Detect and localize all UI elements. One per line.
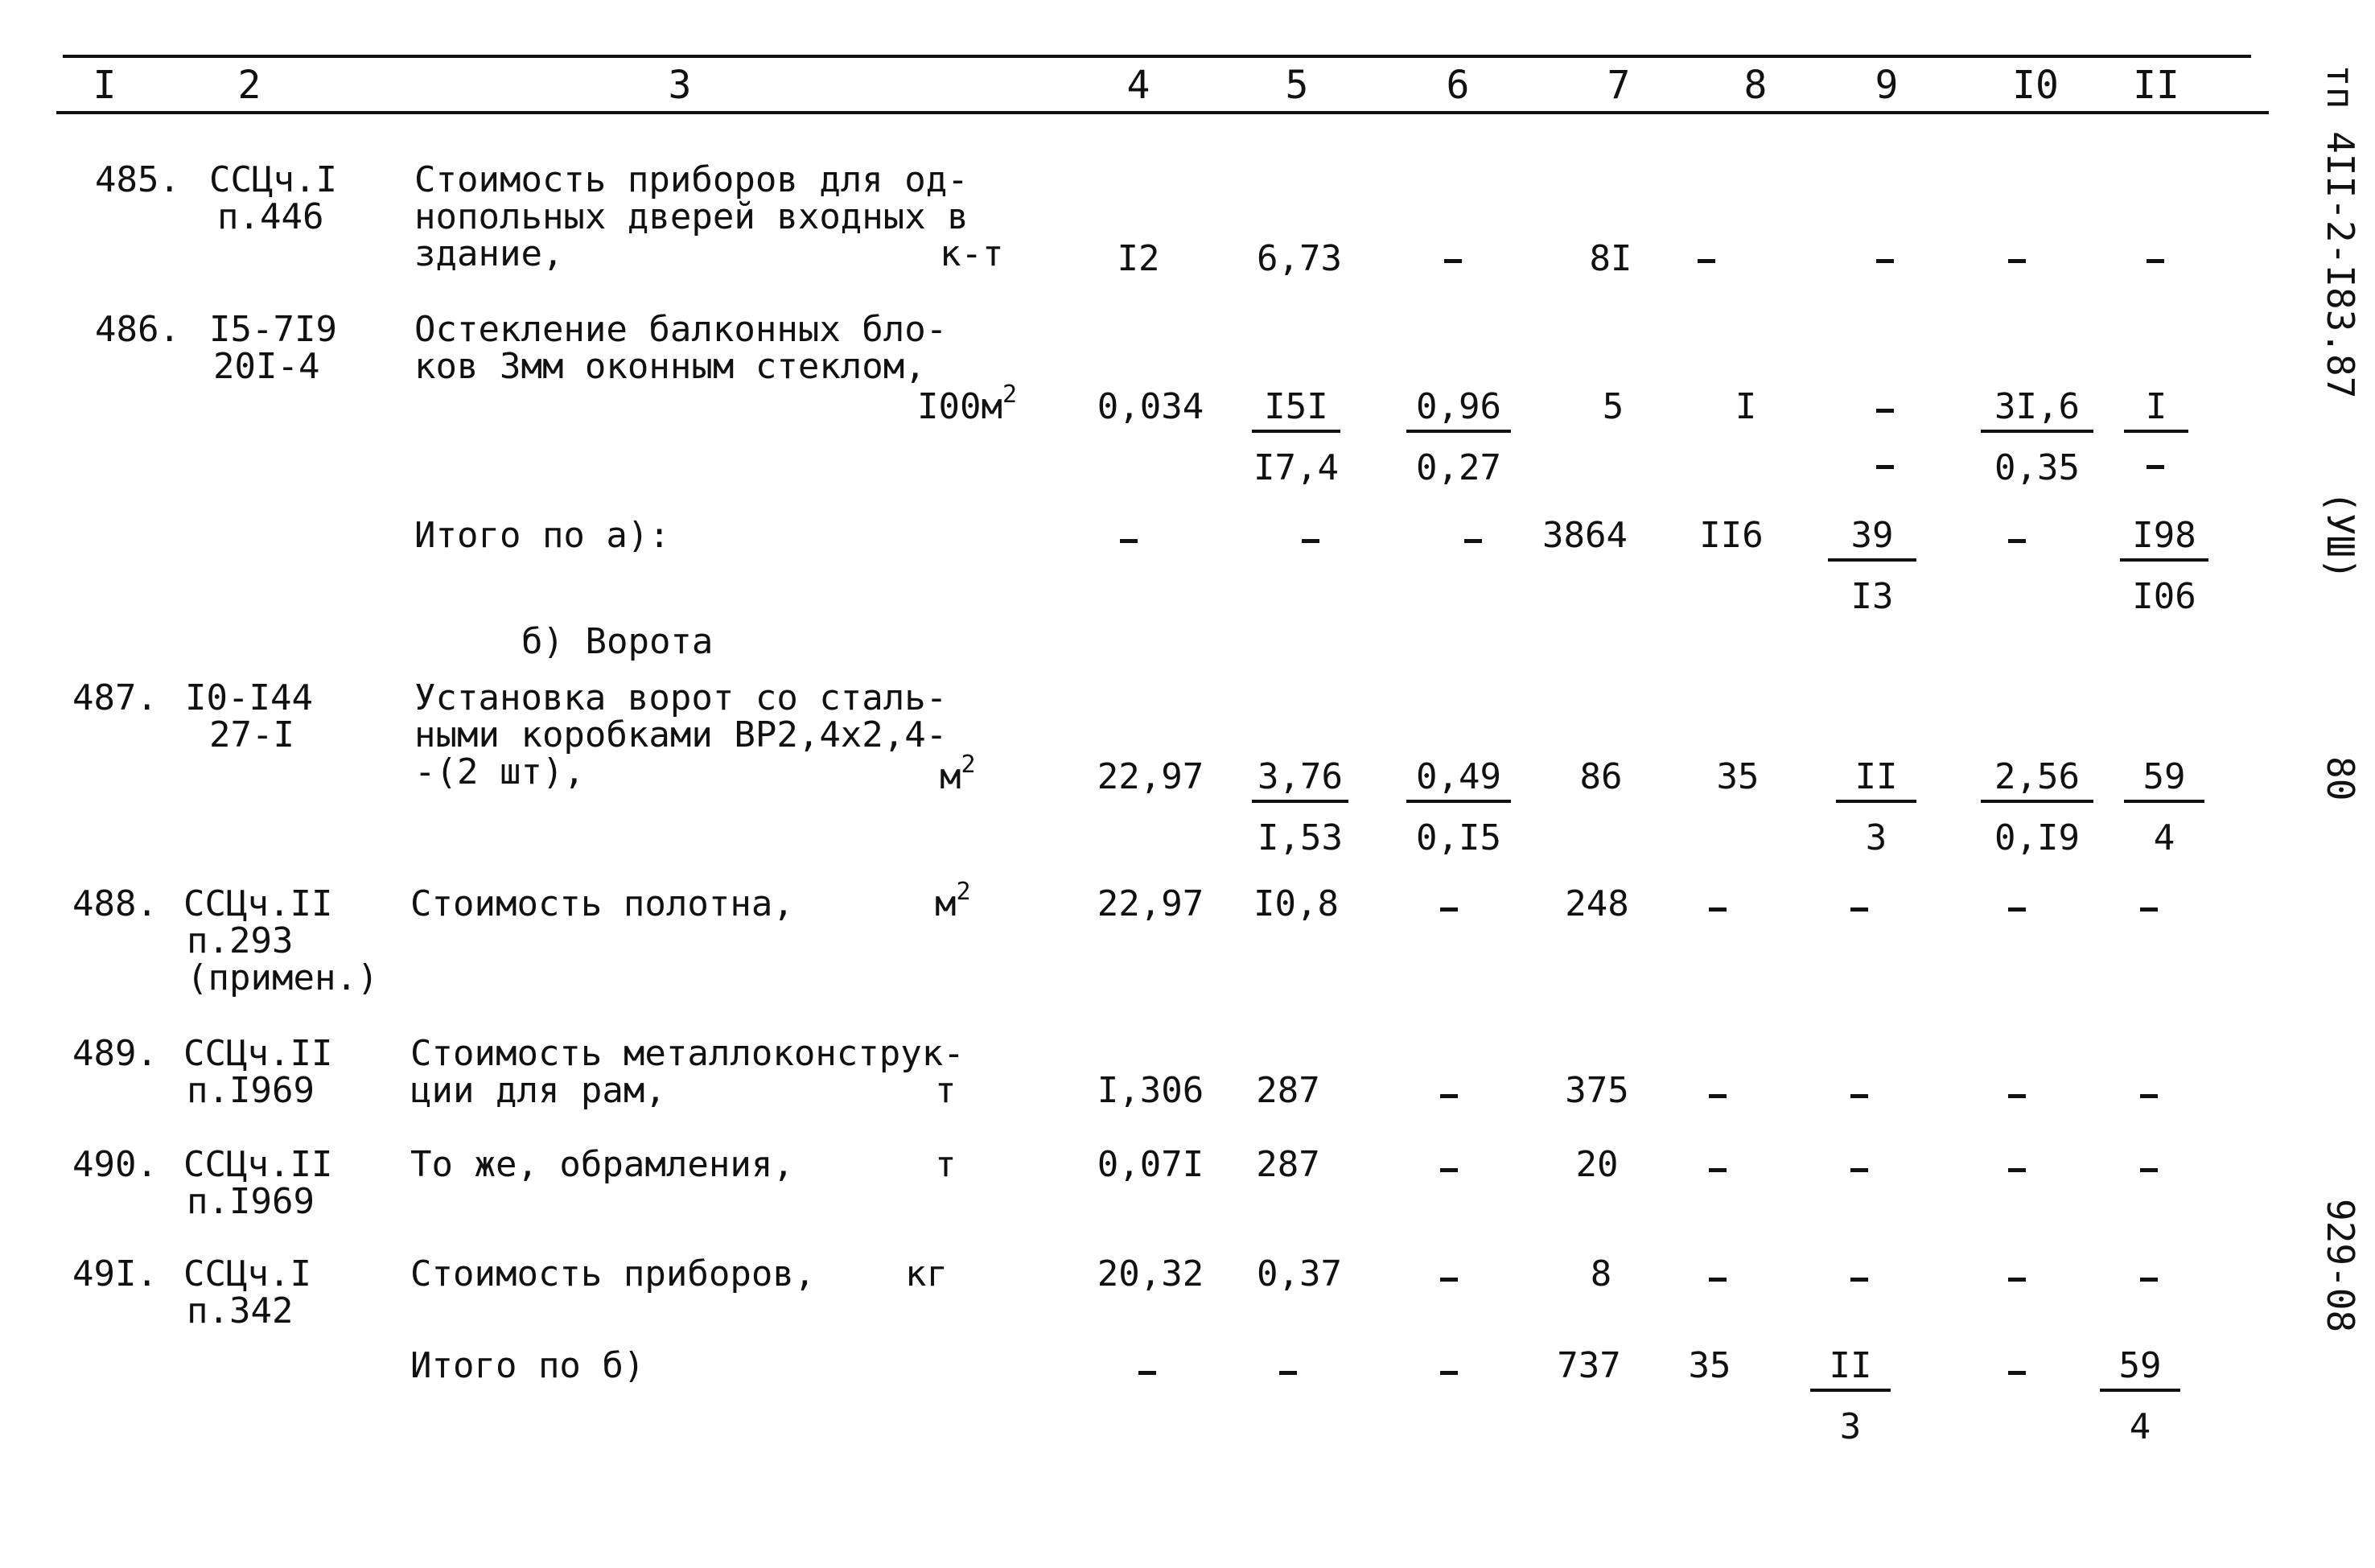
cell-col-7: 20	[1575, 1144, 1619, 1185]
cell-col-4: 22,97	[1097, 883, 1204, 924]
empty-cell-dash	[1876, 409, 1894, 413]
header-col-2: 2	[237, 63, 261, 108]
fraction-col-11: I	[2124, 389, 2188, 433]
header-col-3: 3	[668, 63, 692, 108]
empty-cell-dash	[1709, 1168, 1727, 1172]
row-reference: ССЦч.I	[209, 159, 337, 200]
row-number: 486.	[95, 309, 180, 350]
empty-cell-dash	[1440, 1094, 1458, 1098]
total-label: Итого по а):	[414, 515, 670, 556]
cell-col-5: 287	[1256, 1070, 1320, 1111]
fraction-col-9: $\frac{39}{I3}$	[1828, 518, 1916, 615]
empty-cell-dash	[2140, 907, 2158, 912]
row-description: ции для рам,	[410, 1070, 666, 1111]
row-reference: п.342	[187, 1290, 294, 1331]
empty-cell-dash	[2008, 1278, 2026, 1282]
row-number: 49I.	[72, 1253, 158, 1294]
row-description: Установка ворот со сталь-	[414, 677, 948, 718]
row-reference: 27-I	[209, 714, 294, 755]
row-reference: ССЦч.II	[183, 1033, 333, 1074]
empty-cell-dash	[1279, 1371, 1297, 1375]
cell-col-7: 8I	[1589, 238, 1632, 279]
empty-cell-dash	[2140, 1094, 2158, 1098]
fraction-col-6: $\frac{0,49}{0,I5}$	[1406, 759, 1511, 856]
empty-cell-dash	[1709, 907, 1727, 912]
cell-col-4: I,306	[1097, 1070, 1204, 1111]
header-top-rule	[63, 55, 2251, 58]
empty-cell-dash	[1698, 259, 1715, 263]
empty-cell-dash	[1850, 1094, 1868, 1098]
row-description: Стоимость металлоконструк-	[410, 1033, 965, 1074]
fraction-col-10: $\frac{2,56}{0,I9}$	[1981, 759, 2093, 856]
empty-cell-dash	[1876, 259, 1894, 263]
sheet-number: 929-08	[2319, 1199, 2362, 1333]
cell-col-5: I0,8	[1253, 883, 1339, 924]
header-col-8: 8	[1743, 63, 1768, 108]
empty-cell-dash	[2140, 1168, 2158, 1172]
empty-cell-dash	[1302, 539, 1319, 543]
row-reference: I5-7I9	[209, 309, 337, 350]
header-col-5: 5	[1285, 63, 1309, 108]
fraction-col-10: $\frac{3I,6}{0,35}$	[1981, 389, 2093, 486]
page-number: 80	[2319, 756, 2362, 801]
row-number: 485.	[95, 159, 180, 200]
row-description: Остекление балконных бло-	[414, 309, 948, 350]
document-code: тп 4II-2-I83.87	[2319, 64, 2362, 399]
header-bottom-rule	[56, 111, 2269, 114]
cell-col-7: 86	[1579, 756, 1623, 797]
empty-cell-dash	[1120, 539, 1138, 543]
cell-col-4: 0,07I	[1097, 1144, 1204, 1185]
header-col-9: 9	[1875, 63, 1899, 108]
cell-col-7: 375	[1565, 1070, 1629, 1111]
header-col-11: II	[2133, 63, 2179, 108]
empty-cell-dash	[2008, 1094, 2026, 1098]
cell-col-8: II6	[1699, 515, 1764, 556]
cell-col-4: 20,32	[1097, 1253, 1204, 1294]
row-description: здание,	[414, 233, 564, 274]
row-description: Стоимость приборов,	[410, 1253, 816, 1294]
empty-cell-dash	[2008, 907, 2026, 912]
row-reference: 20I-4	[213, 346, 320, 387]
empty-cell-dash	[2008, 1371, 2026, 1375]
row-unit: т	[935, 1144, 957, 1185]
empty-cell-dash	[1464, 539, 1482, 543]
cell-col-7: 5	[1602, 386, 1624, 427]
empty-cell-dash	[2008, 259, 2026, 263]
cell-col-4: I2	[1117, 238, 1160, 279]
total-label: Итого по б)	[410, 1345, 645, 1386]
header-col-10: I0	[2012, 63, 2059, 108]
row-description: ков 3мм оконным стеклом,	[414, 346, 926, 387]
empty-cell-dash	[1876, 465, 1894, 469]
part-number: (УШ)	[2319, 491, 2362, 580]
header-col-1: I	[93, 63, 117, 108]
empty-cell-dash	[2147, 465, 2164, 469]
row-unit: т	[935, 1070, 957, 1111]
row-description: -(2 шт),	[414, 751, 585, 792]
cell-col-4: 22,97	[1097, 756, 1204, 797]
section-heading: б) Ворота	[521, 621, 714, 662]
empty-cell-dash	[1850, 1168, 1868, 1172]
row-reference: п.I969	[187, 1181, 315, 1222]
cell-col-7: 3864	[1542, 515, 1628, 556]
fraction-col-9: $\frac{II}{3}$	[1810, 1348, 1891, 1445]
empty-cell-dash	[1709, 1094, 1727, 1098]
cell-col-8: 35	[1688, 1345, 1731, 1386]
row-number: 487.	[72, 677, 158, 718]
row-description: нопольных дверей входных в	[414, 196, 969, 237]
row-reference: ССЦч.I	[183, 1253, 311, 1294]
row-number: 488.	[72, 883, 158, 924]
empty-cell-dash	[2147, 259, 2164, 263]
empty-cell-dash	[1850, 907, 1868, 912]
empty-cell-dash	[1850, 1278, 1868, 1282]
row-reference: п.446	[217, 196, 324, 237]
empty-cell-dash	[1709, 1278, 1727, 1282]
row-number: 489.	[72, 1033, 158, 1074]
fraction-col-5: $\frac{I5I}{I7,4}$	[1252, 389, 1340, 486]
cell-col-7: 8	[1590, 1253, 1612, 1294]
row-unit: $м^2$	[940, 751, 976, 797]
fraction-col-5: $\frac{3,76}{I,53}$	[1252, 759, 1348, 856]
empty-cell-dash	[1440, 1168, 1458, 1172]
cell-col-8: I	[1735, 386, 1757, 427]
empty-cell-dash	[1440, 907, 1458, 912]
row-reference: п.293	[187, 920, 294, 961]
fraction-col-6: $\frac{0,96}{0,27}$	[1406, 389, 1511, 486]
cell-col-8: 35	[1716, 756, 1760, 797]
fraction-col-11: $\frac{I98}{I06}$	[2120, 518, 2208, 615]
header-col-7: 7	[1607, 63, 1631, 108]
empty-cell-dash	[2008, 1168, 2026, 1172]
row-reference: п.I969	[187, 1070, 315, 1111]
row-number: 490.	[72, 1144, 158, 1185]
row-reference: I0-I44	[185, 677, 313, 718]
header-col-6: 6	[1446, 63, 1470, 108]
cell-col-5: 6,73	[1257, 238, 1342, 279]
cell-col-7: 248	[1565, 883, 1629, 924]
empty-cell-dash	[1440, 1278, 1458, 1282]
header-col-4: 4	[1126, 63, 1150, 108]
empty-cell-dash	[1138, 1371, 1156, 1375]
row-description: ными коробками ВР2,4х2,4-	[414, 714, 948, 755]
row-description: То же, обрамления,	[410, 1144, 794, 1185]
row-unit: $м^2$	[935, 878, 971, 924]
empty-cell-dash	[2008, 539, 2026, 543]
empty-cell-dash	[2140, 1278, 2158, 1282]
cell-col-5: 0,37	[1257, 1253, 1342, 1294]
row-unit: к-т	[940, 233, 1004, 274]
cell-col-7: 737	[1557, 1345, 1621, 1386]
cell-col-5: 287	[1256, 1144, 1320, 1185]
row-reference: (примен.)	[187, 957, 379, 998]
fraction-col-11: $\frac{59}{4}$	[2100, 1348, 2180, 1445]
row-description: Стоимость полотна,	[410, 883, 794, 924]
empty-cell-dash	[1444, 259, 1462, 263]
row-reference: ССЦч.II	[183, 1144, 333, 1185]
row-description: Стоимость приборов для од-	[414, 159, 969, 200]
cell-col-4: 0,034	[1097, 386, 1204, 427]
fraction-col-11: $\frac{59}{4}$	[2124, 759, 2204, 856]
row-unit: кг	[905, 1253, 948, 1294]
empty-cell-dash	[1440, 1371, 1458, 1375]
row-unit: $I00м^2$	[917, 381, 1018, 427]
fraction-col-9: $\frac{II}{3}$	[1836, 759, 1916, 856]
row-reference: ССЦч.II	[183, 883, 333, 924]
